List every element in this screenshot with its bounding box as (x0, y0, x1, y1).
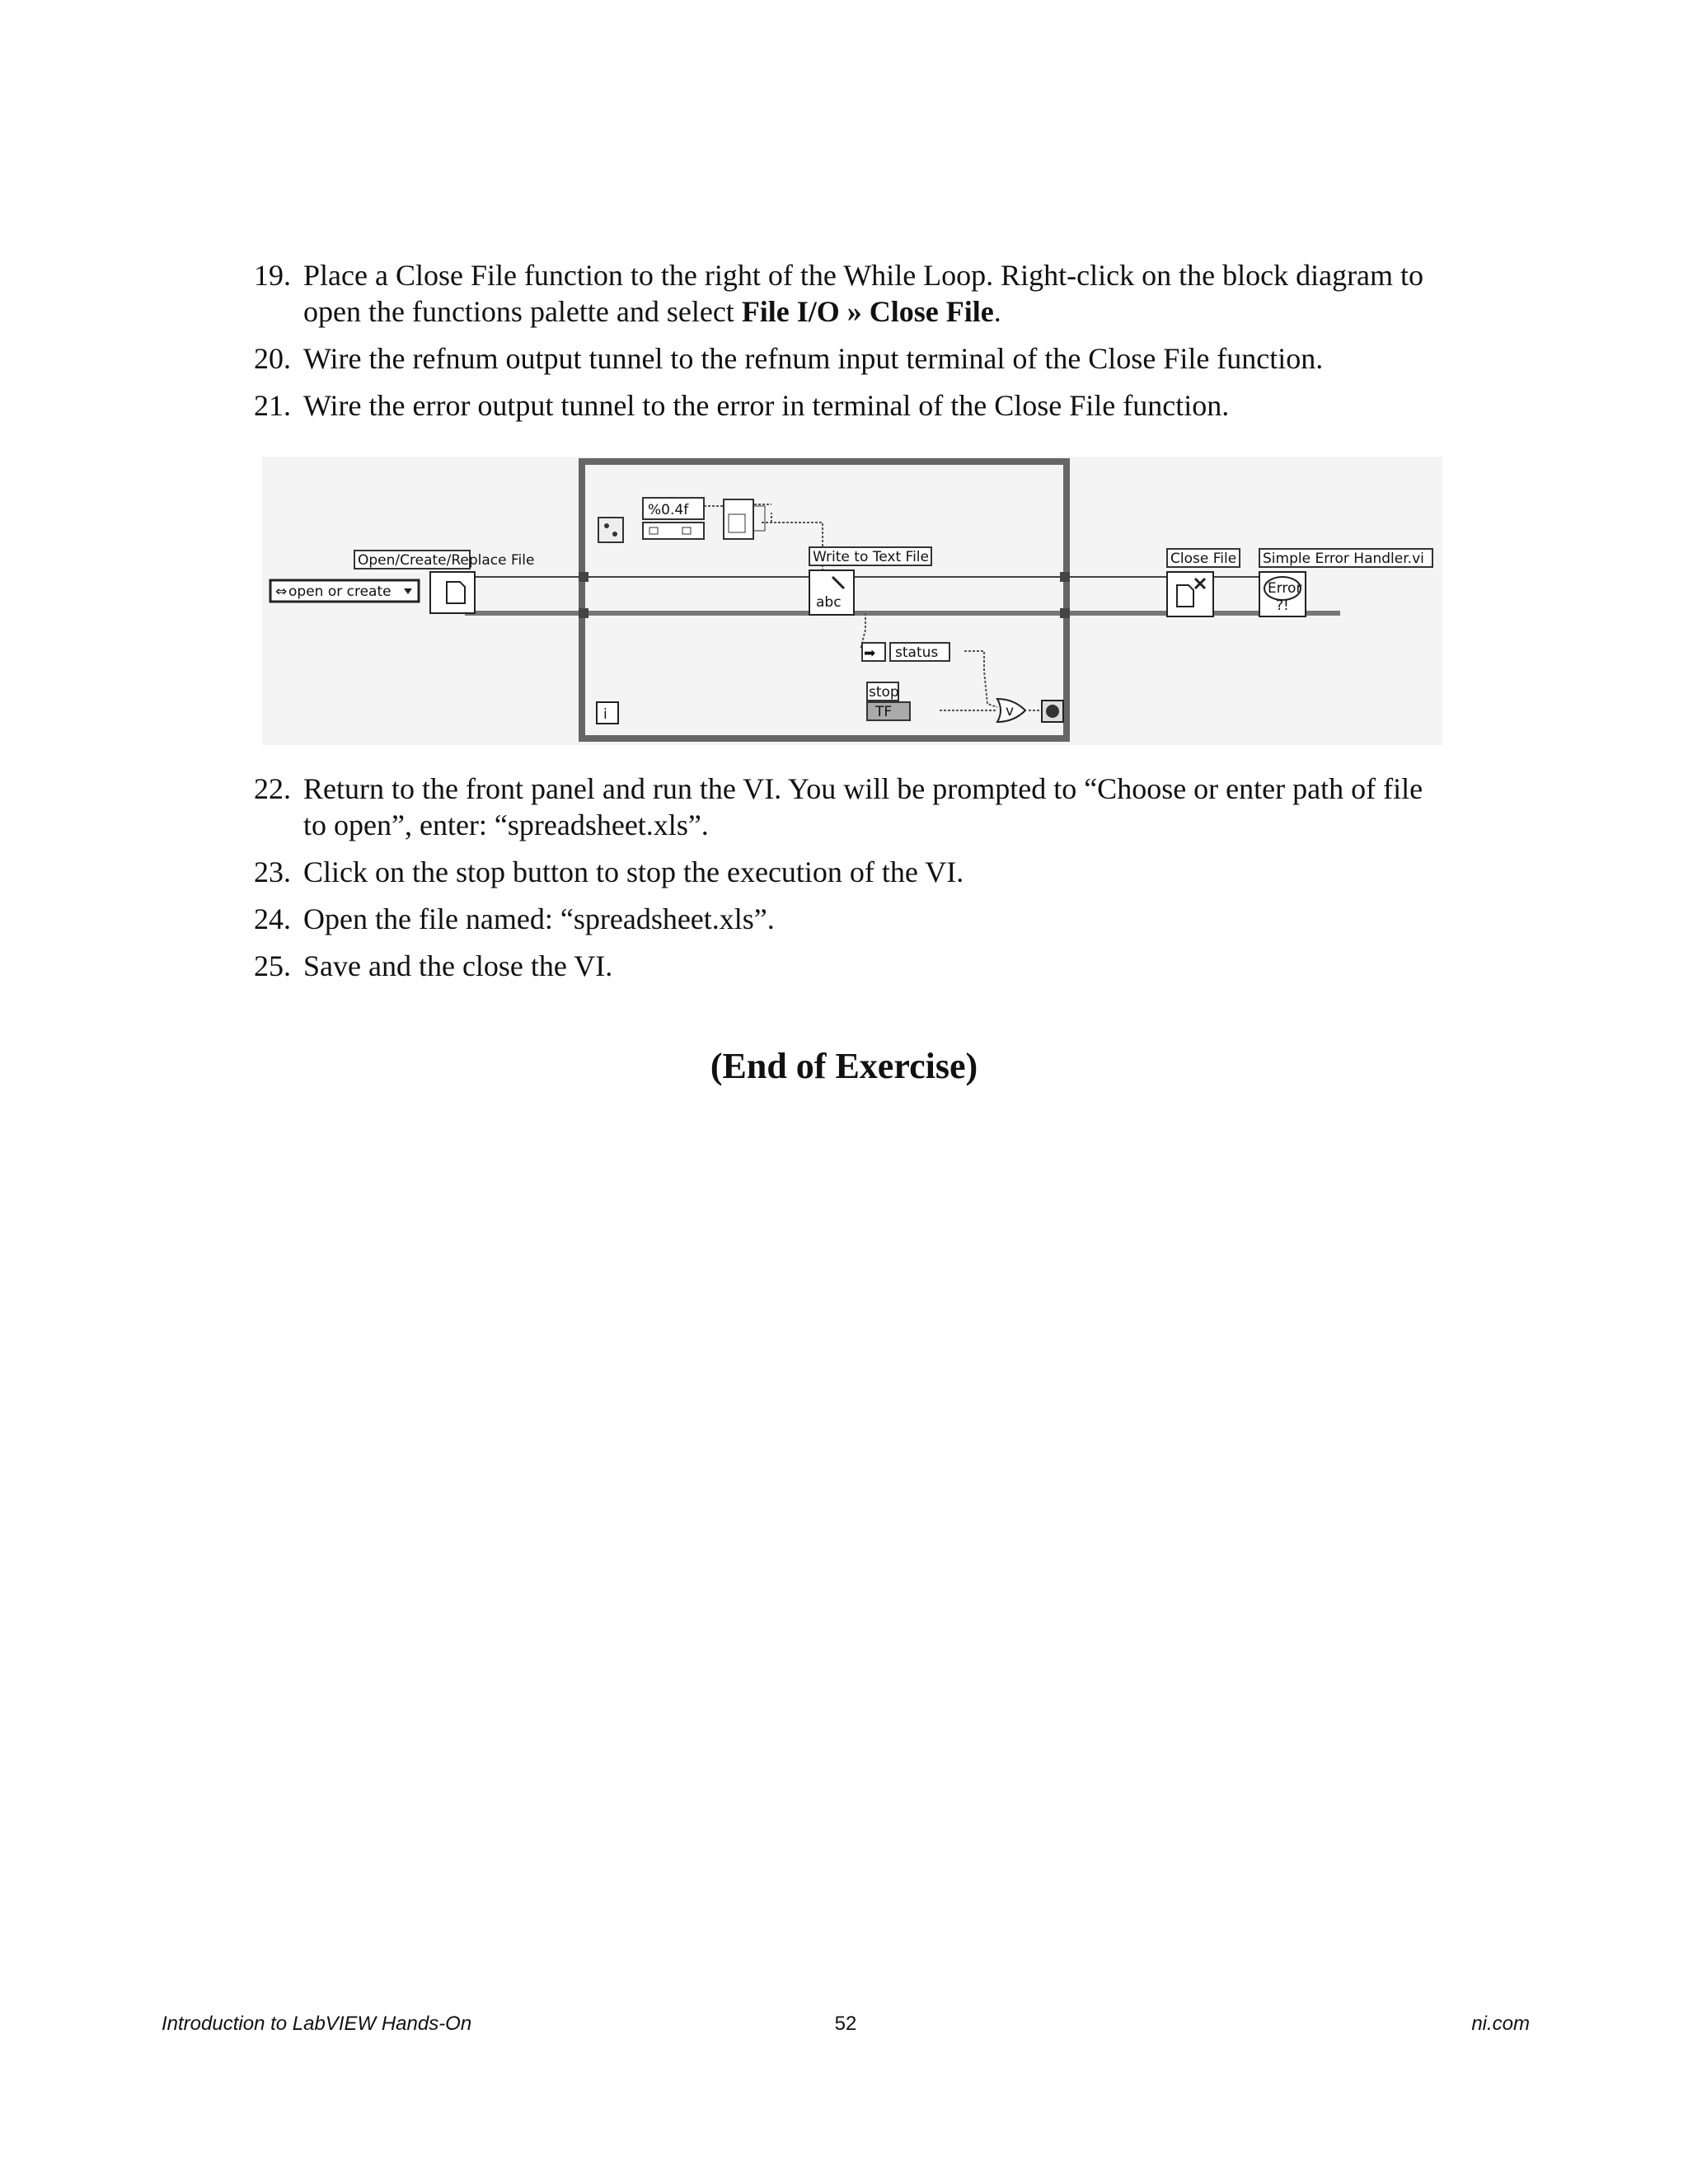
svg-text:open or create: open or create (288, 583, 392, 600)
svg-text:v: v (1006, 703, 1015, 719)
svg-text:Simple Error Handler.vi: Simple Error Handler.vi (1263, 551, 1424, 567)
step-text: Click on the stop button to stop the execution of the VI. (303, 855, 964, 888)
step-text: Open the file named: “spreadsheet.xls”. (303, 902, 775, 935)
array-to-spreadsheet-icon (724, 499, 765, 539)
block-diagram-screenshot (262, 457, 1442, 745)
svg-text:TF: TF (875, 704, 893, 720)
svg-text:Write to Text File: Write to Text File (813, 549, 929, 565)
end-of-exercise-heading: (End of Exercise) (710, 1046, 978, 1086)
status-indicator (862, 643, 950, 662)
svg-text:%0.4f: %0.4f (648, 502, 689, 518)
stop-button-terminal (867, 682, 910, 720)
step-text: Wire the error output tunnel to the error in terminal of the Close File function. (303, 389, 1230, 422)
step-number: 22. (254, 772, 291, 805)
svg-text:Close File: Close File (1170, 551, 1237, 567)
page-number: 52 (834, 2013, 857, 2035)
step-21 (254, 387, 1441, 424)
instruction-list-bottom (254, 771, 1441, 995)
step-24 (254, 901, 1441, 937)
refnum-output-tunnel (1060, 572, 1070, 582)
step-text: Save and the close the VI. (303, 949, 613, 982)
open-mode-constant (270, 580, 419, 602)
iteration-terminal (597, 702, 618, 724)
svg-text:⇔: ⇔ (275, 583, 288, 600)
step-19 (254, 257, 1441, 330)
svg-text:Error: Error (1268, 580, 1302, 597)
build-array-icon (643, 523, 704, 539)
or-gate-icon (997, 699, 1025, 722)
svg-text:stop: stop (869, 684, 899, 701)
write-to-text-file-node (809, 547, 931, 615)
menu-path: File I/O » Close File (741, 295, 994, 328)
step-25 (254, 948, 1441, 984)
loop-condition-terminal (1042, 701, 1063, 722)
format-string-constant (643, 498, 704, 519)
step-number: 23. (254, 855, 291, 888)
instruction-list-top (254, 257, 1441, 434)
svg-text:Open/Create/Replace File: Open/Create/Replace File (358, 552, 535, 569)
data-wires (704, 504, 1042, 710)
step-number: 24. (254, 902, 291, 935)
step-text: Place a Close File function to the right of the While Loop. Right-click on the block diagram to open the functions palette and select File I/O » Close File. (303, 259, 1424, 328)
step-text: Return to the front panel and run the VI. You will be prompted to “Choose or enter path of file to open”, enter: “spreadsheet.xls”. (303, 772, 1423, 841)
step-number: 21. (254, 389, 291, 422)
step-22 (254, 771, 1441, 843)
svg-text:i: i (603, 706, 607, 723)
svg-text:➡: ➡ (864, 645, 876, 662)
footer-title: Introduction to LabVIEW Hands-On (162, 2013, 472, 2035)
step-text: Wire the refnum output tunnel to the refnum input terminal of the Close File function. (303, 342, 1324, 375)
refnum-input-tunnel (579, 572, 588, 582)
step-23 (254, 854, 1441, 890)
footer-website: ni.com (1471, 2013, 1530, 2035)
svg-text:status: status (895, 644, 939, 661)
close-file-node (1167, 549, 1240, 616)
error-input-tunnel (579, 608, 588, 618)
svg-text:abc: abc (816, 594, 842, 611)
step-number: 25. (254, 949, 291, 982)
page-footer (162, 2013, 1530, 2046)
step-20 (254, 340, 1441, 377)
step-number: 20. (254, 342, 291, 375)
svg-text:?!: ?! (1276, 598, 1289, 614)
error-output-tunnel (1060, 608, 1070, 618)
simple-error-handler-node (1259, 549, 1432, 616)
step-number: 19. (254, 259, 291, 292)
random-number-icon (598, 518, 623, 542)
